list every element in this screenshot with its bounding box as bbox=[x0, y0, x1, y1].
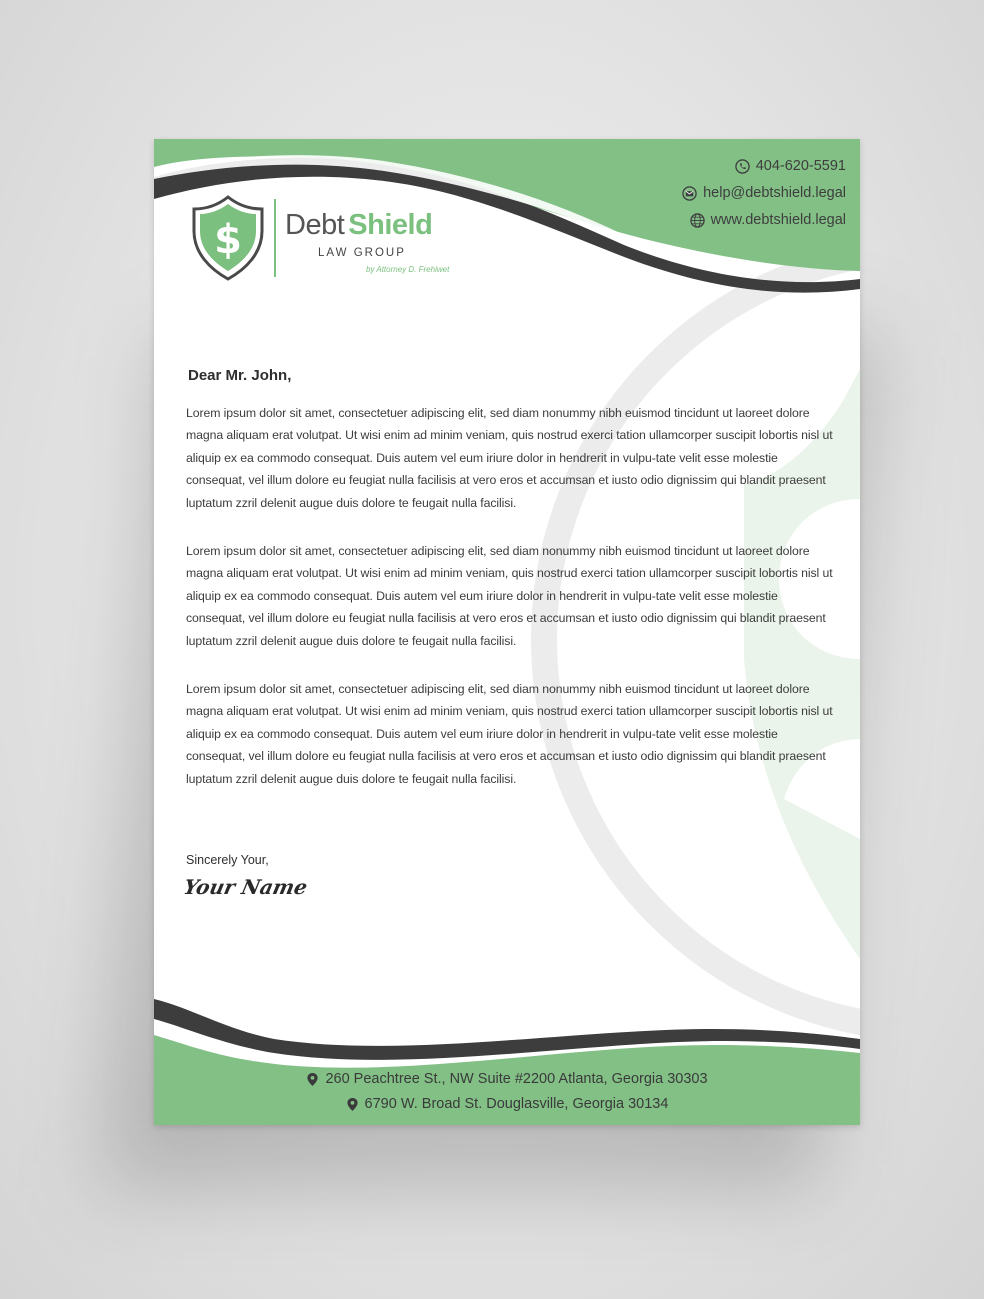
letter-paragraph-2: Lorem ipsum dolor sit amet, consectetuer adipiscing elit, sed diam nonummy nibh euismod tincidunt ut laoreet dolore magna aliquam erat volutpat. Ut wisi enim ad minim veniam, quis nostrud exerci tation ullamcorper suscipit lobortis nisl ut aliquip ex ea commodo consequat. Duis autem vel eum iriure dolor in hendrerit in vulpu-tate velit esse molestie consequat, vel illum dolore eu feugiat nulla facilisis at vero eros et accumsan et iusto odio dignissim qui blandit praesent luptatum zzril delenit augue duis dolore te feugait nulla facilisi. bbox=[186, 544, 833, 648]
logo-name-part1: Debt bbox=[285, 209, 345, 241]
contact-website[interactable]: www.debtshield.legal bbox=[710, 212, 846, 228]
contact-phone-row bbox=[682, 153, 846, 180]
logo-divider bbox=[274, 199, 276, 277]
contact-email-row bbox=[682, 180, 846, 207]
dollar-shield-icon bbox=[192, 195, 264, 281]
location-pin-icon bbox=[346, 1097, 359, 1112]
letter-greeting: Dear Mr. John, bbox=[188, 367, 292, 384]
logo-name-part2: Shield bbox=[348, 209, 433, 241]
footer-address-1-row bbox=[154, 1071, 860, 1087]
svg-text:$: $ bbox=[214, 217, 242, 263]
company-logo bbox=[192, 195, 450, 285]
footer-address-2: 6790 W. Broad St. Douglasville, Georgia 30134 bbox=[364, 1096, 669, 1112]
footer-address-1: 260 Peachtree St., NW Suite #2200 Atlanta, Georgia 30303 bbox=[325, 1071, 708, 1087]
footer-address-2-row bbox=[154, 1096, 860, 1112]
letter-paragraph-1: Lorem ipsum dolor sit amet, consectetuer adipiscing elit, sed diam nonummy nibh euismod tincidunt ut laoreet dolore magna aliquam erat volutpat. Ut wisi enim ad minim veniam, quis nostrud exerci tation ullamcorper suscipit lobortis nisl ut aliquip ex ea commodo consequat. Duis autem vel eum iriure dolor in hendrerit in vulpu-tate velit esse molestie consequat, vel illum dolore eu feugiat nulla facilisis at vero eros et accumsan et iusto odio dignissim qui blandit praesent luptatum zzril delenit augue duis dolore te feugait nulla facilisi. bbox=[186, 406, 833, 510]
location-pin-icon bbox=[306, 1072, 319, 1087]
phone-icon bbox=[735, 159, 750, 174]
contact-email[interactable]: help@debtshield.legal bbox=[703, 185, 846, 201]
logo-byline: by Attorney D. Frehiwet bbox=[366, 265, 450, 274]
globe-icon bbox=[690, 213, 705, 228]
letter-paragraph-3: Lorem ipsum dolor sit amet, consectetuer adipiscing elit, sed diam nonummy nibh euismod tincidunt ut laoreet dolore magna aliquam erat volutpat. Ut wisi enim ad minim veniam, quis nostrud exerci tation ullamcorper suscipit lobortis nisl ut aliquip ex ea commodo consequat. Duis autem vel eum iriure dolor in hendrerit in vulpu-tate velit esse molestie consequat, vel illum dolore eu feugiat nulla facilisis at vero eros et accumsan et iusto odio dignissim qui blandit praesent luptatum zzril delenit augue duis dolore te feugait nulla facilisi. bbox=[186, 682, 833, 786]
logo-title bbox=[285, 209, 432, 242]
letterhead-page bbox=[154, 139, 860, 1125]
contact-web-row bbox=[682, 207, 846, 234]
logo-subtitle: LAW GROUP bbox=[318, 247, 406, 259]
contact-phone[interactable]: 404-620-5591 bbox=[755, 158, 846, 174]
letter-signature: Your Name bbox=[181, 875, 310, 899]
contact-block bbox=[682, 153, 846, 234]
letter-closing: Sincerely Your, bbox=[186, 853, 269, 867]
email-icon bbox=[682, 186, 697, 201]
